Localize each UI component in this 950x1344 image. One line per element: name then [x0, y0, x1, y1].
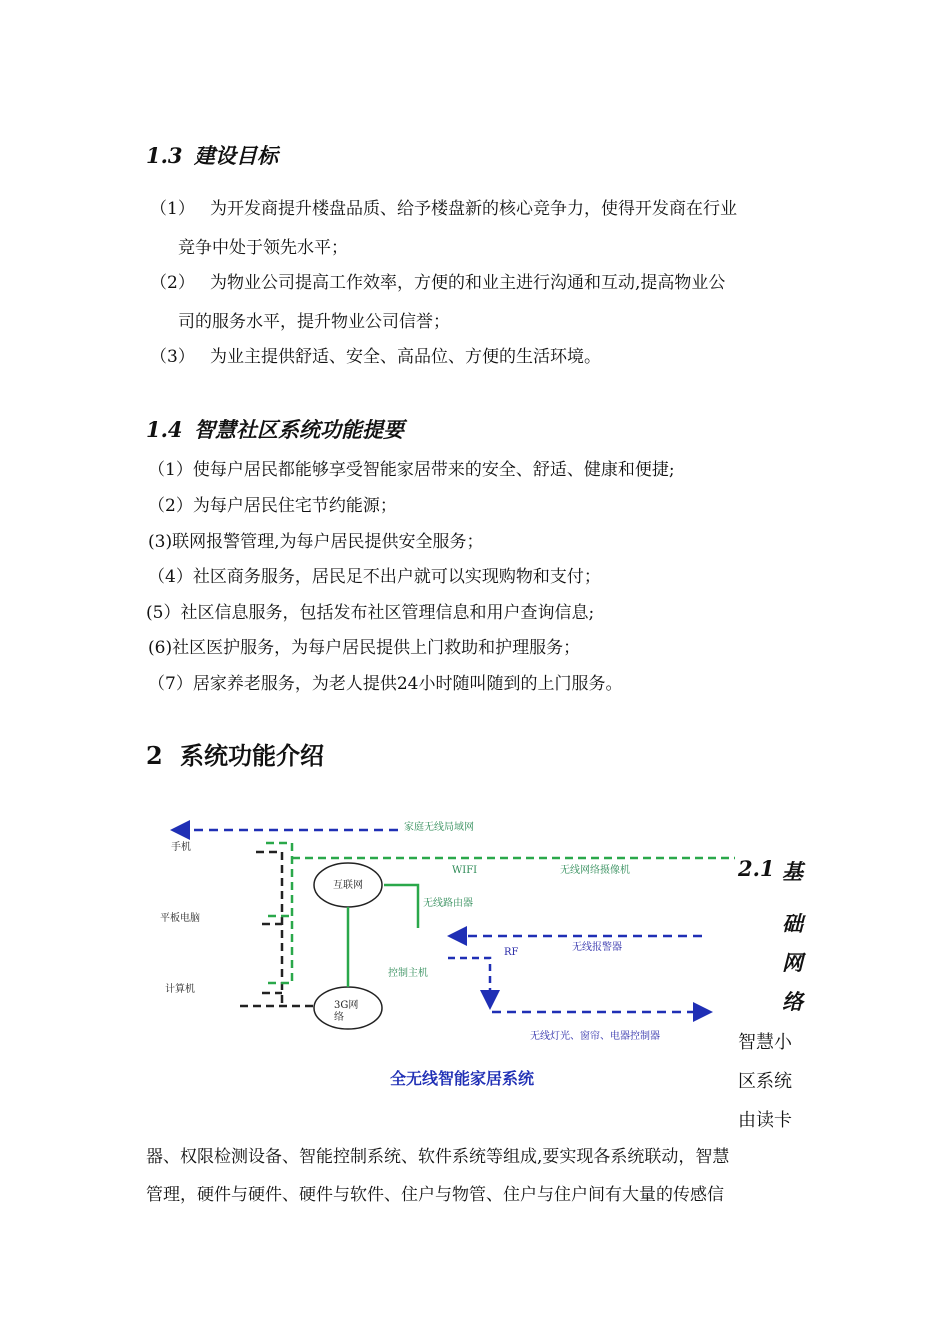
list-item: （7）居家养老服务，为老人提供24小时随叫随到的上门服务。	[148, 674, 623, 694]
side-text-line: 智慧小	[738, 1032, 792, 1053]
network-3g-label-line1: 3G网	[334, 1000, 359, 1011]
wireless-controllers-label: 无线灯光、窗帘、电器控制器	[530, 1031, 660, 1042]
list-item: （2）为每户居民住宅节约能源；	[148, 496, 397, 516]
side-text-line: 区系统	[738, 1071, 792, 1092]
phone-label: 手机	[171, 842, 191, 853]
section-number: 1.4	[146, 417, 183, 442]
item-text: 为物业公司提高工作效率，方便的和业主进行沟通和互动,提高物业公	[210, 273, 726, 293]
list-item: (3)联网报警管理,为每户居民提供安全服务；	[148, 532, 484, 552]
wireless-router-label: 无线路由器	[423, 898, 473, 909]
network-3g-label-line2: 络	[334, 1012, 344, 1023]
section-title: 建设目标	[194, 143, 278, 168]
section-number: 2	[146, 741, 163, 770]
rf-link	[448, 958, 490, 1005]
computer-label: 计算机	[165, 984, 195, 995]
section-2-1-title-char: 基	[782, 859, 803, 884]
section-2-1-title-char: 础	[782, 911, 803, 936]
section-title: 系统功能介绍	[180, 741, 324, 770]
body-text-line: 管理，硬件与硬件、硬件与软件、住户与物管、住户与住户间有大量的传感信	[146, 1185, 724, 1205]
item-text: 为开发商提升楼盘品质、给予楼盘新的核心竞争力，使得开发商在行业	[210, 199, 737, 219]
list-item: (5）社区信息服务，包括发布社区管理信息和用户查询信息;	[146, 603, 595, 623]
section-title: 智慧社区系统功能提要	[194, 417, 404, 442]
list-item: （4）社区商务服务，居民足不出户就可以实现购物和支付；	[148, 567, 601, 587]
section-2-1-title-char: 网	[782, 950, 803, 975]
list-item-continuation: 司的服务水平，提升物业公司信誉；	[178, 312, 450, 332]
home-wlan-label: 家庭无线局域网	[404, 822, 474, 833]
list-item: (6)社区医护服务，为每户居民提供上门救助和护理服务；	[148, 638, 581, 658]
diagram-caption: 全无线智能家居系统	[390, 1069, 535, 1088]
rf-label: RF	[504, 947, 519, 958]
side-text-line: 由读卡	[738, 1110, 792, 1131]
wifi-label: WIFI	[452, 865, 478, 876]
router-link	[384, 885, 418, 928]
internet-label: 互联网	[333, 880, 363, 891]
section-number: 1.3	[146, 143, 183, 168]
section-2-1-title-char: 络	[782, 989, 803, 1014]
device-bus-dark	[240, 852, 314, 1006]
list-item: （1）使每户居民都能够享受智能家居带来的安全、舒适、健康和便捷;	[148, 460, 675, 480]
section-2-1-number: 2.1	[738, 856, 775, 881]
wireless-camera-label: 无线网络摄像机	[560, 865, 630, 876]
item-marker: （3）	[150, 347, 195, 367]
item-marker: （1）	[150, 199, 195, 219]
control-host-label: 控制主机	[388, 968, 428, 979]
body-text-line: 器、权限检测设备、智能控制系统、软件系统等组成,要实现各系统联动，智慧	[146, 1147, 730, 1167]
wireless-alarm-label: 无线报警器	[572, 942, 622, 953]
tablet-label: 平板电脑	[160, 913, 200, 924]
item-marker: （2）	[150, 273, 195, 293]
network-3g-label	[334, 1000, 358, 1024]
item-text: 为业主提供舒适、安全、高品位、方便的生活环境。	[210, 347, 601, 367]
list-item-continuation: 竞争中处于领先水平；	[178, 238, 348, 258]
